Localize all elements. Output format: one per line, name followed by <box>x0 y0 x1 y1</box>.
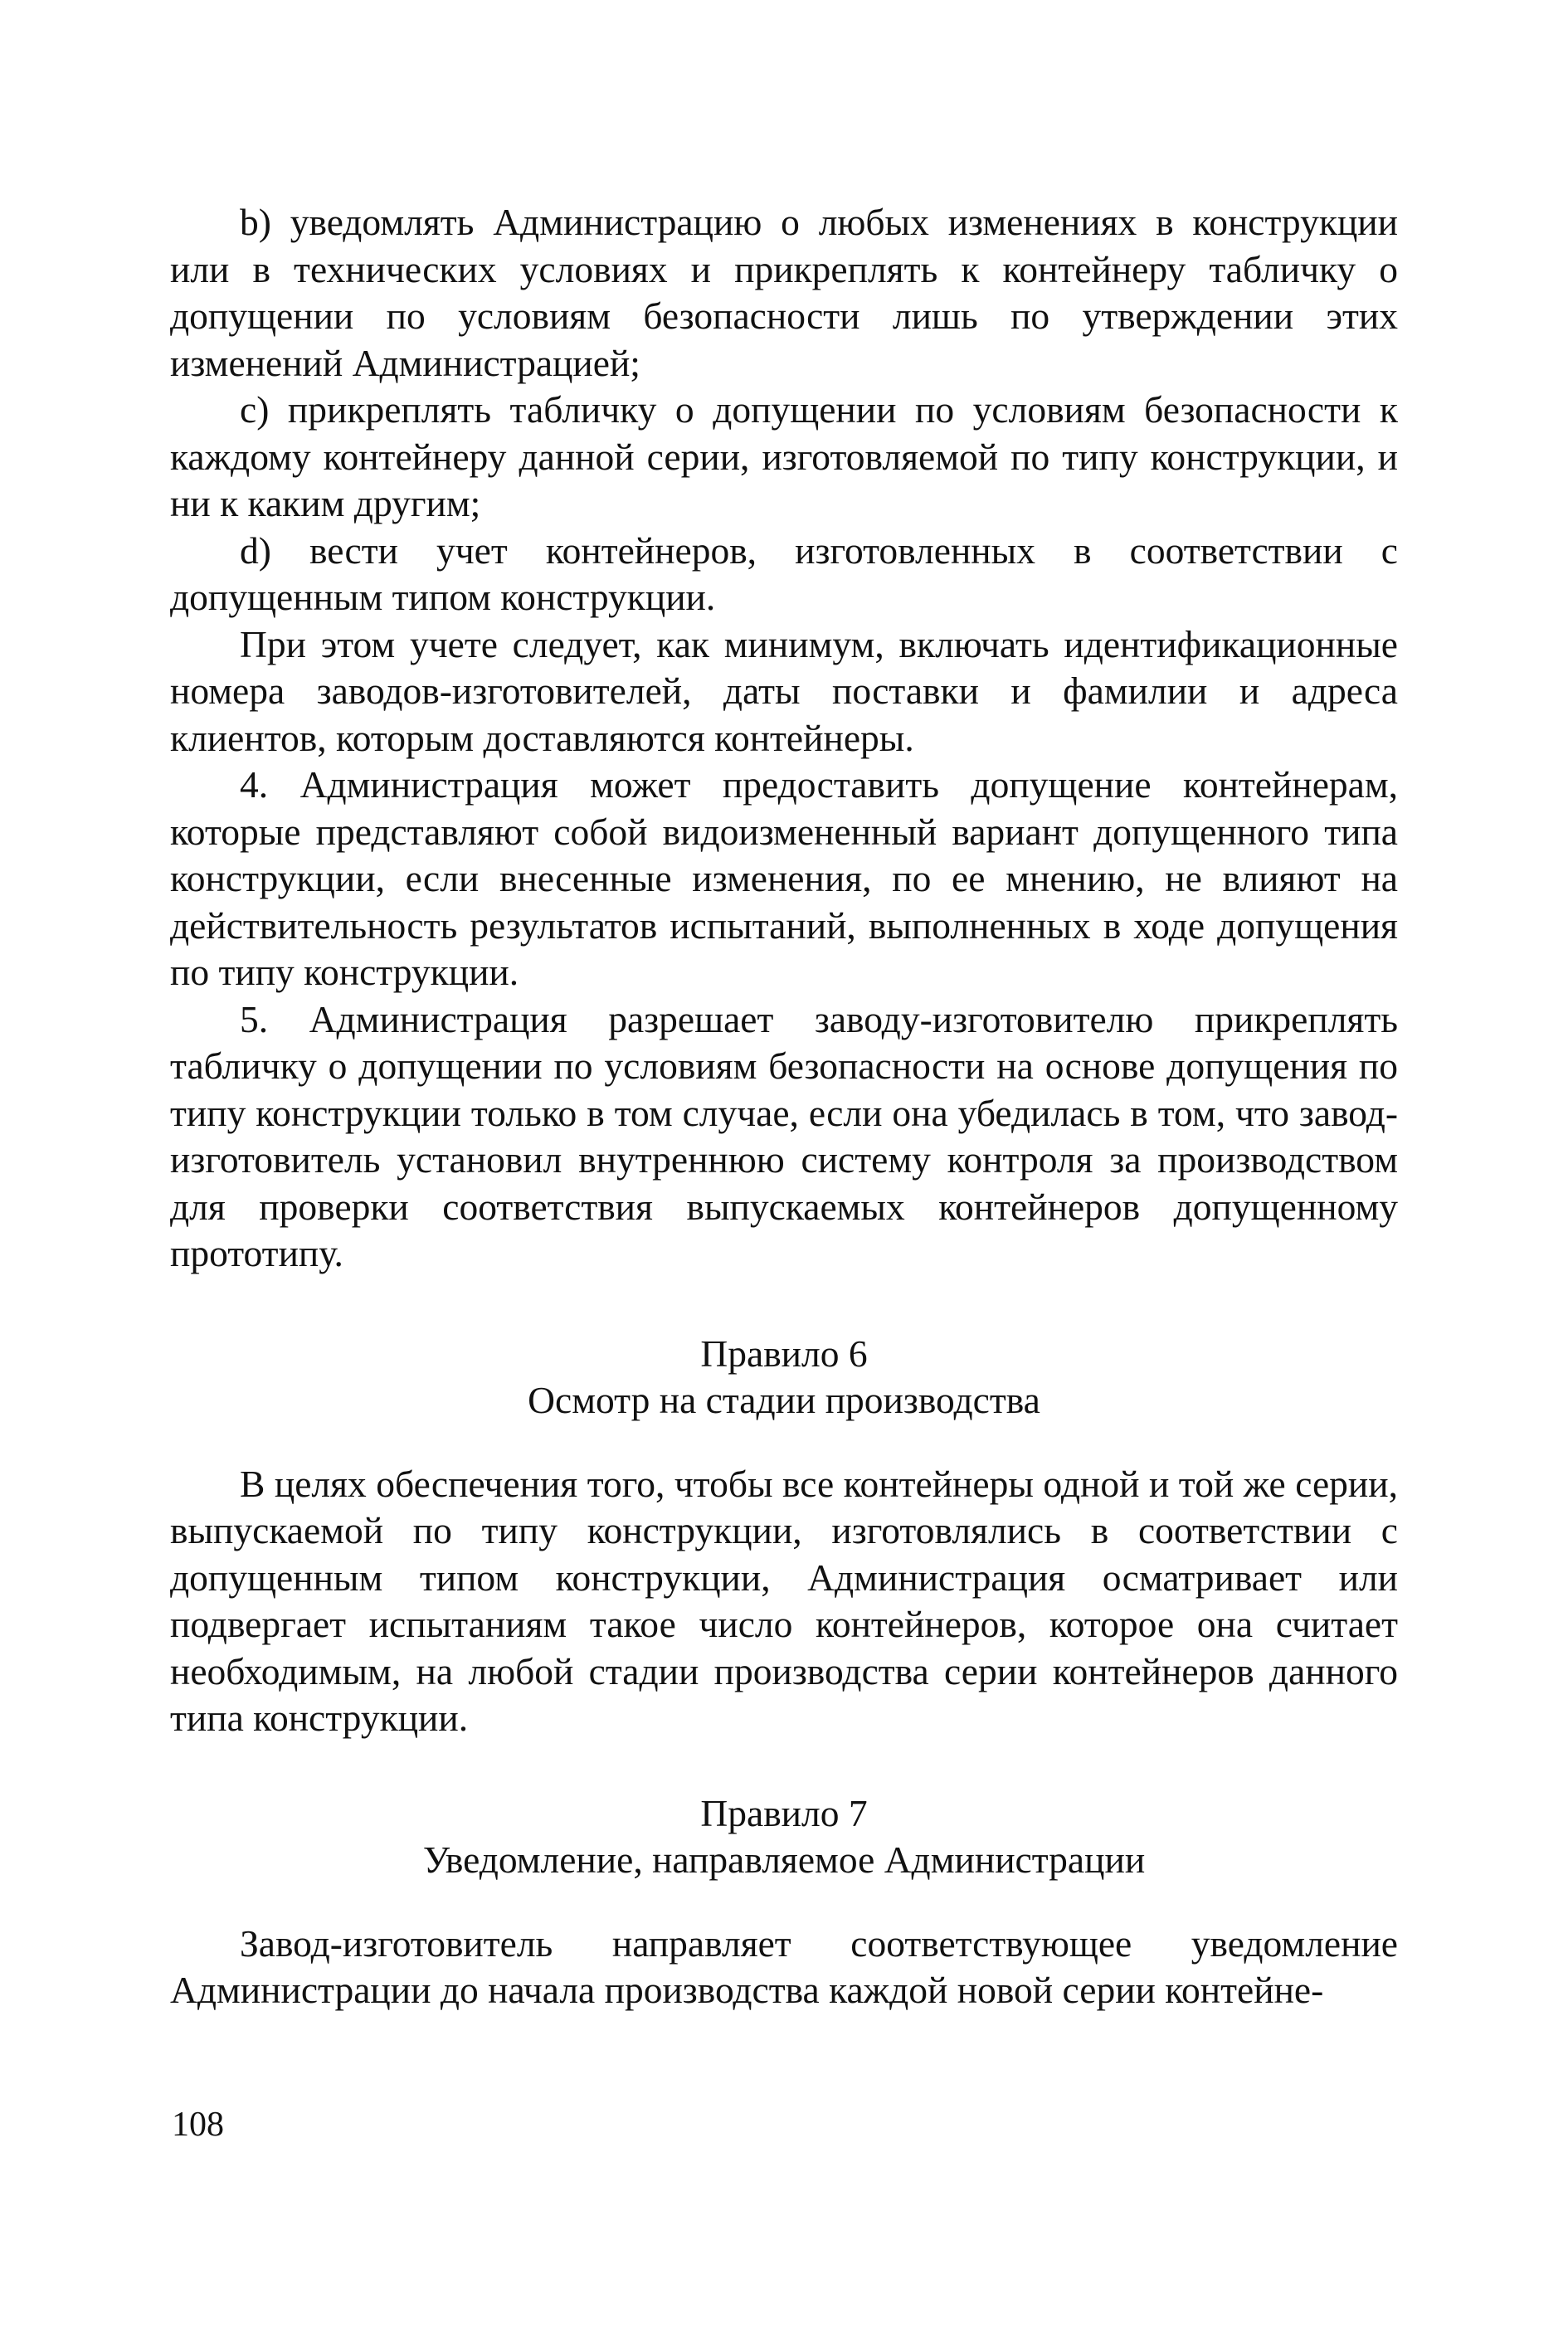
paragraph-4: 4. Администрация может предоставить допущение контейнерам, которые представляют собой видоизмененный вариант допущенного типа конструкции, если внесенные изменения, по ее мнению, не влияют на действительность результатов испытаний, выполненных в ходе допущения по типу конструкции. <box>170 763 1398 993</box>
paragraph-accounting-note: При этом учете следует, как минимум, включать идентификационные номера заводов-изготовителей, даты поставки и фамилии и адреса клиентов, которым доставляются контейнеры. <box>170 622 1398 759</box>
rule-6-title: Осмотр на стадии производства <box>528 1379 1040 1421</box>
paragraph-b: b) уведомлять Администрацию о любых изменениях в конструкции или в технических условиях и прикреплять к контейнеру табличку о допущении по условиям безопасности лишь по утверждении этих изменений Администрацией; <box>170 201 1398 384</box>
paragraph-c: c) прикреплять табличку о допущении по условиям безопасности к каждому контейнеру данной серии, изготовляемой по типу конструкции, и ни к каким другим; <box>170 388 1398 524</box>
spacer <box>170 1278 1398 1331</box>
spacer <box>170 1742 1398 1790</box>
rule-6-number: Правило 6 <box>700 1332 868 1375</box>
rule-7-text: Завод-изготовитель направляет соответствующее уведомление Администрации до начала производства каждой новой серии контейне- <box>170 1921 1398 2011</box>
rule-7-number: Правило 7 <box>700 1791 868 1834</box>
paragraph-d: d) вести учет контейнеров, изготовленных в соответствии с допущенным типом конструкции. <box>170 528 1398 618</box>
rule-7-title: Уведомление, направляемое Администрации <box>422 1838 1146 1881</box>
page-number: 108 <box>172 2106 224 2144</box>
spacer <box>170 1884 1398 1921</box>
rule-6-text: В целях обеспечения того, чтобы все контейнеры одной и той же серии, выпускаемой по типу конструкции, изготовлялись в соответствии с допущенным типом конструкции, Администрация осматривает или подвергает испытаниям такое число контейнеров, которое она считает необходимым, на любой стадии производства серии контейнеров данного типа конструкции. <box>170 1462 1398 1739</box>
paragraph-5: 5. Администрация разрешает заводу-изготовителю прикреплять табличку о допущении по условиям безопасности на основе допущения по типу конструкции только в том случае, если она убедилась в том, что завод-изготовитель установил внутреннюю систему контроля за производством для проверки соответствия выпускаемых контейнеров допущенному прототипу. <box>170 997 1398 1274</box>
spacer <box>170 1424 1398 1461</box>
document-page <box>170 199 1398 2014</box>
